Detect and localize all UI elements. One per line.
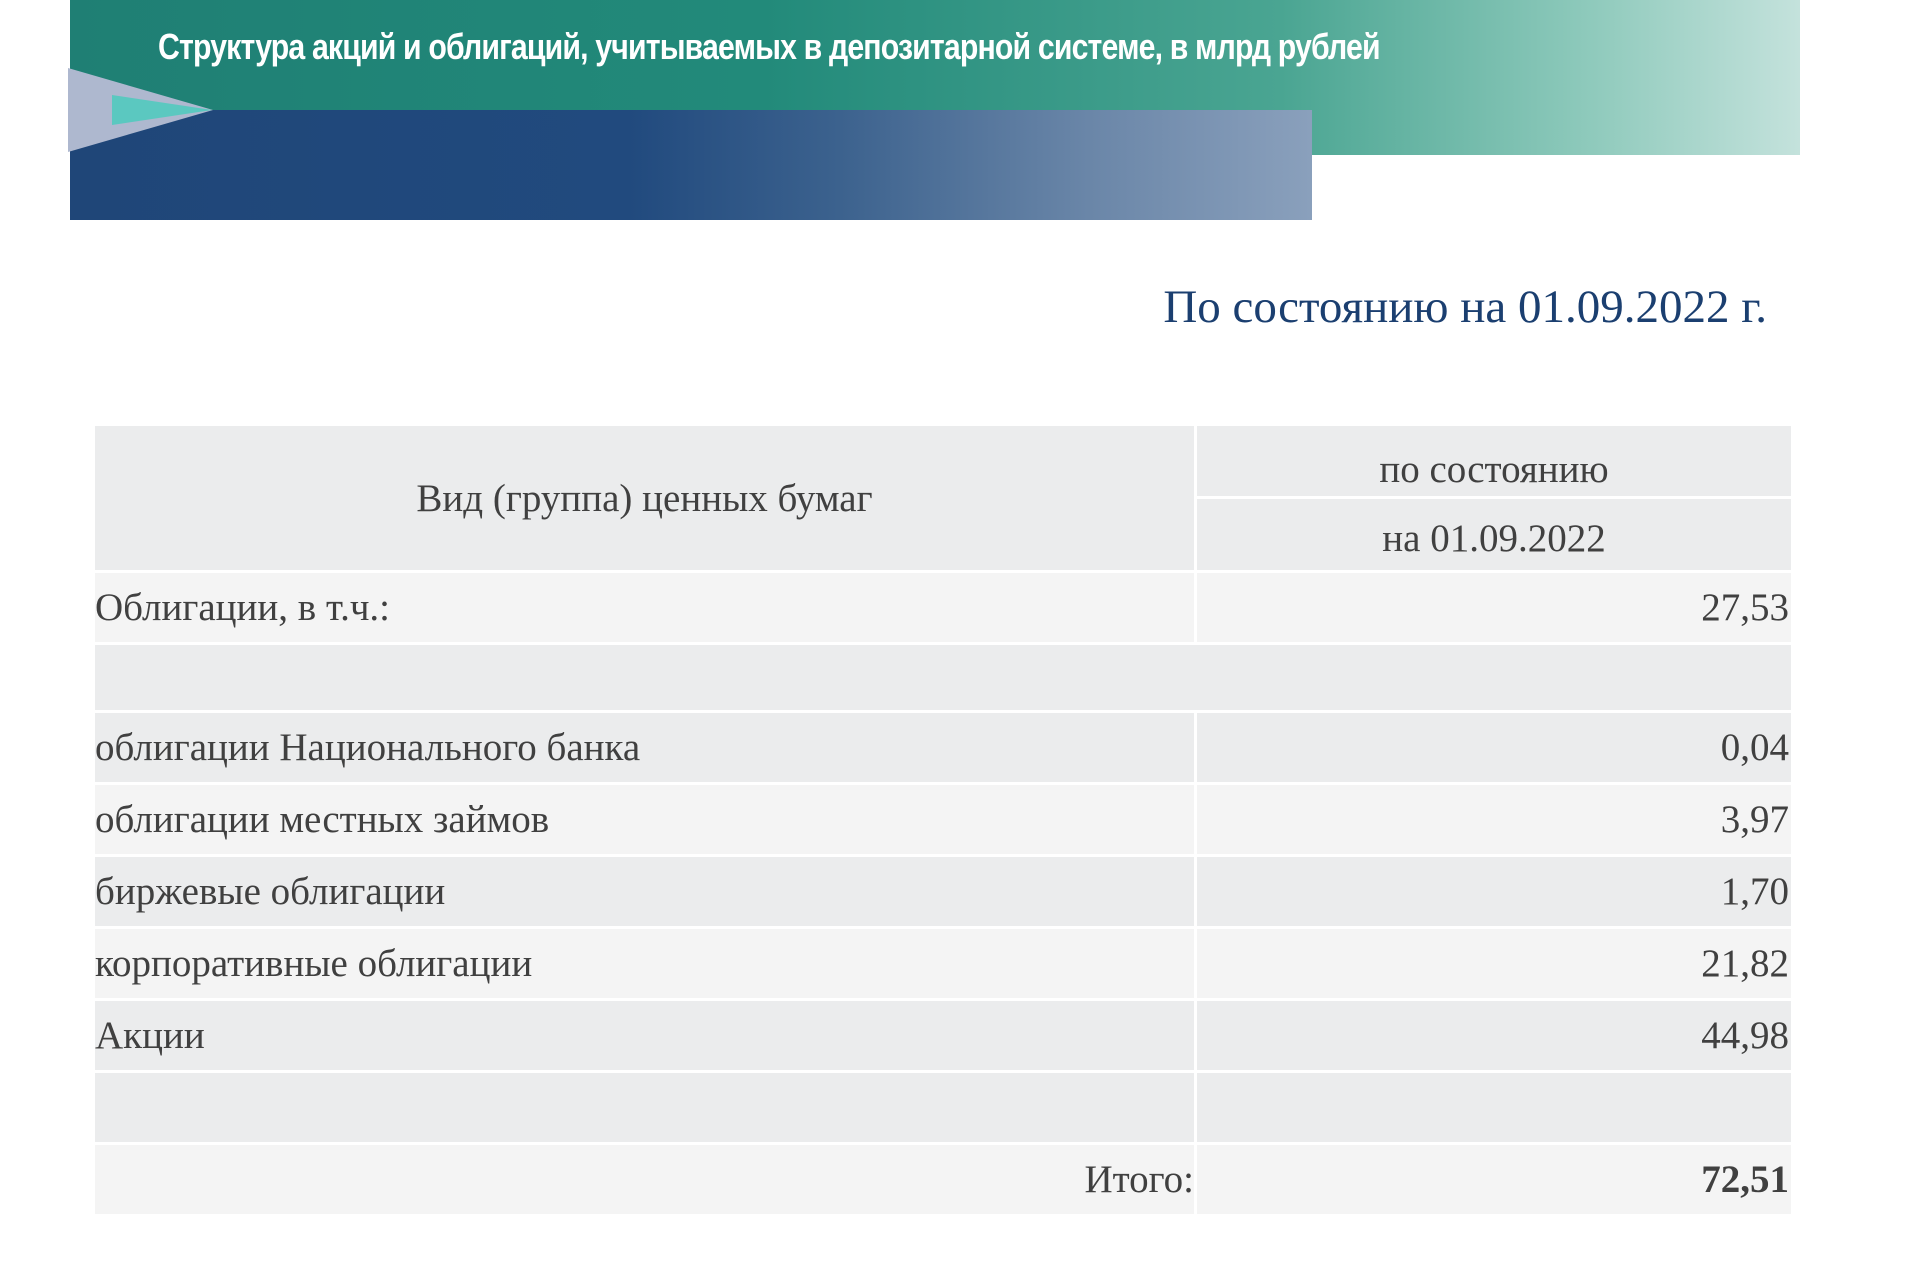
column-header-as-of-line1: по состоянию	[1197, 426, 1791, 499]
row-label: облигации местных займов	[95, 785, 1197, 857]
row-label: Акции	[95, 1001, 1197, 1073]
table-row	[95, 573, 1791, 645]
table-row	[95, 785, 1791, 857]
banner-arrow-accent	[112, 95, 212, 125]
table-row	[95, 857, 1791, 929]
row-value: 27,53	[1197, 573, 1791, 645]
column-header-security-type: Вид (группа) ценных бумаг	[95, 426, 1197, 573]
row-value: 21,82	[1197, 929, 1791, 1001]
row-label: корпоративные облигации	[95, 929, 1197, 1001]
table-header-row	[95, 426, 1791, 573]
row-label: Облигации, в т.ч.:	[95, 573, 1197, 645]
total-value: 72,51	[1197, 1145, 1791, 1217]
row-value: 3,97	[1197, 785, 1791, 857]
column-header-as-of	[1197, 426, 1791, 573]
header-banner-stripe	[70, 110, 1312, 220]
empty-cell	[95, 645, 1791, 713]
row-value: 0,04	[1197, 713, 1791, 785]
securities-structure-table	[95, 426, 1791, 1217]
page-title: Структура акций и облигаций, учитываемых в депозитарной системе, в млрд рублей	[158, 26, 1380, 67]
total-label: Итого:	[95, 1145, 1197, 1217]
row-label: биржевые облигации	[95, 857, 1197, 929]
table-total-row	[95, 1145, 1791, 1217]
table-row	[95, 713, 1791, 785]
table-row-empty	[95, 645, 1791, 713]
empty-cell	[95, 1073, 1197, 1145]
row-label: облигации Национального банка	[95, 713, 1197, 785]
empty-cell	[1197, 1073, 1791, 1145]
row-value: 1,70	[1197, 857, 1791, 929]
table-row	[95, 929, 1791, 1001]
as-of-date-caption: По состоянию на 01.09.2022 г.	[1163, 281, 1767, 333]
column-header-as-of-line2: на 01.09.2022	[1382, 517, 1606, 560]
row-value: 44,98	[1197, 1001, 1791, 1073]
table-row	[95, 1001, 1791, 1073]
table-row-empty	[95, 1073, 1791, 1145]
